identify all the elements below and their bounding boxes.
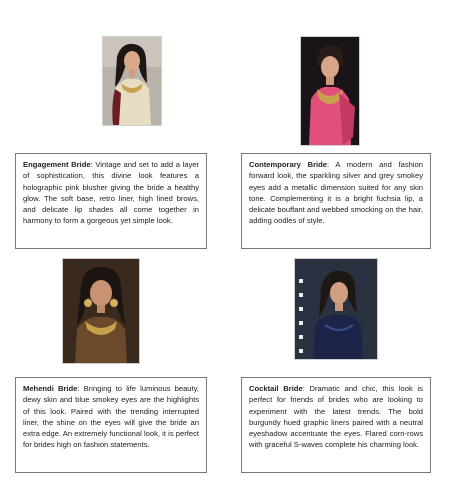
bride-description-mehendi: Bringing to life luminous beauty, dewy skin and blue smokey eyes are the highlights of this look. Paired with the trending interrupted liner, the shine on the eyes will give the bride an extra edge. An extremely functional look, it is perfect for brides high on fashion statements. — [23, 384, 199, 450]
bride-description-engagement: Vintage and set to add a layer of sophistication, this divine look features a holographic pink blusher giving the bride a healthy glow. The soft base, retro liner, high lined brows, and delicate lip shades all come together in harmony to form a gorgeous yet simple look. — [23, 160, 200, 226]
bride-card-mehendi — [15, 377, 207, 473]
bride-title-contemporary: Contemporary Bride — [249, 160, 327, 169]
title-separator: : — [77, 384, 84, 393]
bride-title-cocktail: Cocktail Bride — [249, 384, 303, 393]
bride-title-mehendi: Mehendi Bride — [23, 384, 78, 393]
bride-description-cocktail: Dramatic and chic, this look is perfect for friends of brides who are looking to experiment with the latest trends. The bold burgundy hued graphic liners paired with a neutral eyeshadow accentuate the eyes. Flared corn-rows with graceful S-waves complete his charming look. — [249, 384, 423, 450]
bride-card-cocktail — [241, 377, 431, 473]
title-separator: : — [302, 384, 310, 393]
title-separator: : — [90, 160, 96, 169]
title-separator: : — [327, 160, 336, 169]
bride-description-contemporary: A modern and fashion forward look, the sparkling silver and grey smokey eyes add a metallic dimension suited for any skin tone. Complementing it is a bright fuchsia lip, a delicate bouffant and webbed smocking on the hair, adding oodles of style. — [249, 160, 423, 226]
bride-contemporary-photo — [300, 36, 360, 146]
bride-engagement-photo — [102, 36, 162, 126]
bride-title-engagement: Engagement Bride — [23, 160, 91, 169]
bride-cocktail-photo — [294, 258, 378, 360]
bride-card-engagement — [15, 153, 207, 249]
bride-card-contemporary — [241, 153, 431, 249]
bride-mehendi-photo — [62, 258, 140, 364]
